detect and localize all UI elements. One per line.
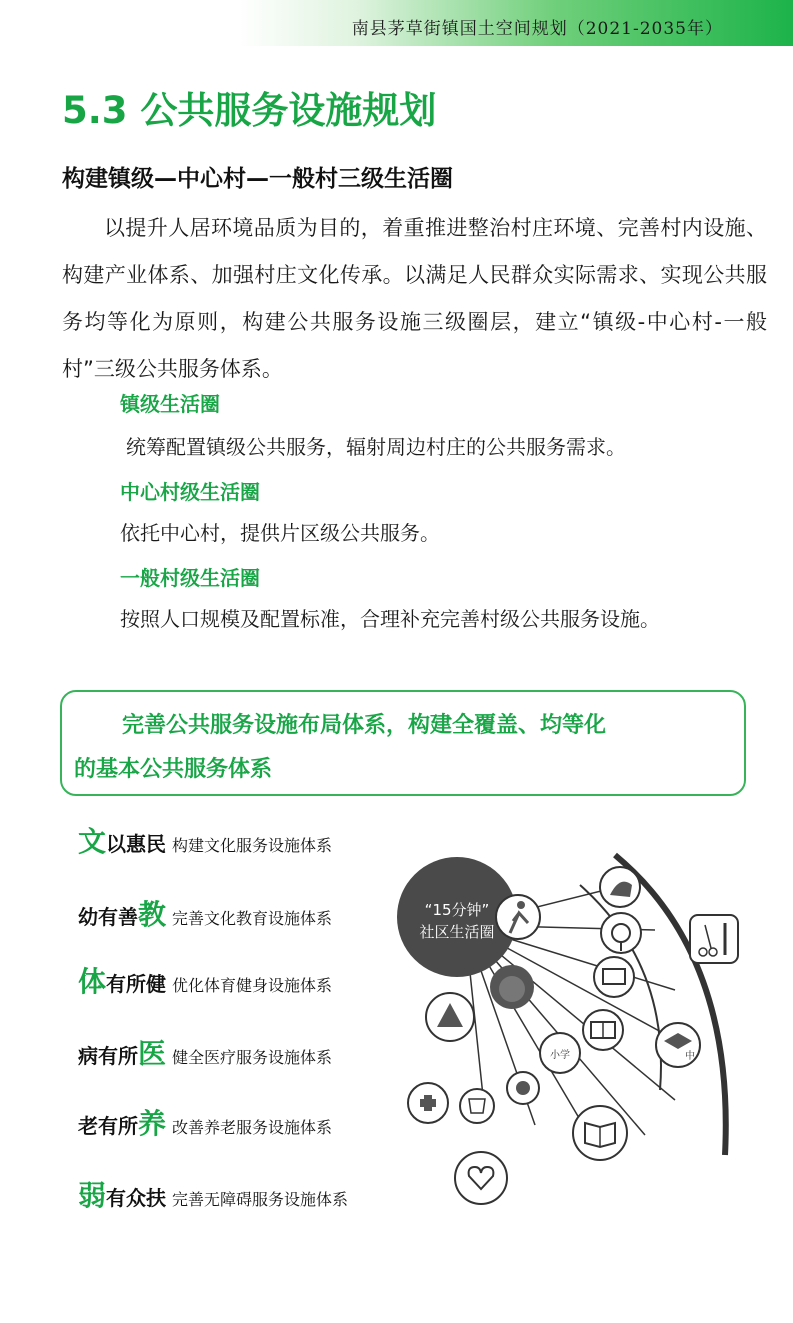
section-title: 5.3 公共服务设施规划 <box>62 89 437 132</box>
intro-paragraph: 以提升人居环境品质为目的，着重推进整治村庄环境、完善村内设施、构建产业体系、加强村庄文化传承。以满足人民群众实际需求、实现公共服务均等化为原则，构建公共服务设施三级圈层，建立“镇级-中心村-一般村”三级公共服务体系。 <box>62 216 767 381</box>
circle-title-general-village: 一般村级生活圈 <box>120 566 260 590</box>
badge-icon <box>460 1089 494 1123</box>
family-icon <box>600 867 640 907</box>
scissors-comb-icon <box>690 915 738 963</box>
system-row-sports: 体有所健 优化体育健身设施体系 <box>78 965 333 998</box>
park-icon <box>426 993 474 1041</box>
center-label-line1: “15分钟” <box>424 901 490 919</box>
highlight-line-1: 完善公共服务设施布局体系，构建全覆盖、均等化 <box>122 713 607 738</box>
plug-icon <box>601 913 641 953</box>
system-row-education: 幼有善教 完善文化教育设施体系 <box>78 898 333 931</box>
center-label-line2: 社区生活圈 <box>419 923 495 941</box>
primary-school-label: 小学 <box>550 1050 570 1061</box>
header-title: 南县茅草街镇国土空间规划（2021-2035年） <box>351 19 723 39</box>
primary-school-icon <box>540 1033 580 1073</box>
book-icon <box>573 1106 627 1160</box>
circle-desc-town: 统筹配置镇级公共服务，辐射周边村庄的公共服务需求。 <box>126 435 626 459</box>
medical-cross-icon <box>408 1083 448 1123</box>
graduation-cap-icon <box>656 1023 700 1067</box>
circle-title-town: 镇级生活圈 <box>120 392 220 416</box>
system-row-medical: 病有所医 健全医疗服务设施体系 <box>78 1037 333 1070</box>
system-row-accessibility: 弱有众扶 完善无障碍服务设施体系 <box>78 1179 349 1212</box>
highlight-line-2: 的基本公共服务体系 <box>74 757 273 782</box>
circle-desc-central-village: 依托中心村，提供片区级公共服务。 <box>120 521 440 545</box>
sports-field-icon <box>583 1010 623 1050</box>
life-circle-diagram <box>385 845 765 1210</box>
runner-icon <box>496 895 540 939</box>
middle-school-label: 中 <box>685 1051 695 1062</box>
system-row-culture: 文以惠民 构建文化服务设施体系 <box>78 825 333 858</box>
heart-icon <box>455 1152 507 1204</box>
baby-face-icon <box>490 965 534 1009</box>
circle-desc-general-village: 按照人口规模及配置标准，合理补充完善村级公共服务设施。 <box>120 607 660 631</box>
system-row-elderly: 老有所养 改善养老服务设施体系 <box>78 1107 333 1140</box>
circle-title-central-village: 中心村级生活圈 <box>120 480 260 504</box>
subheading: 构建镇级—中心村—一般村三级生活圈 <box>62 166 453 192</box>
cafe-icon <box>507 1072 539 1104</box>
shop-icon <box>594 957 634 997</box>
